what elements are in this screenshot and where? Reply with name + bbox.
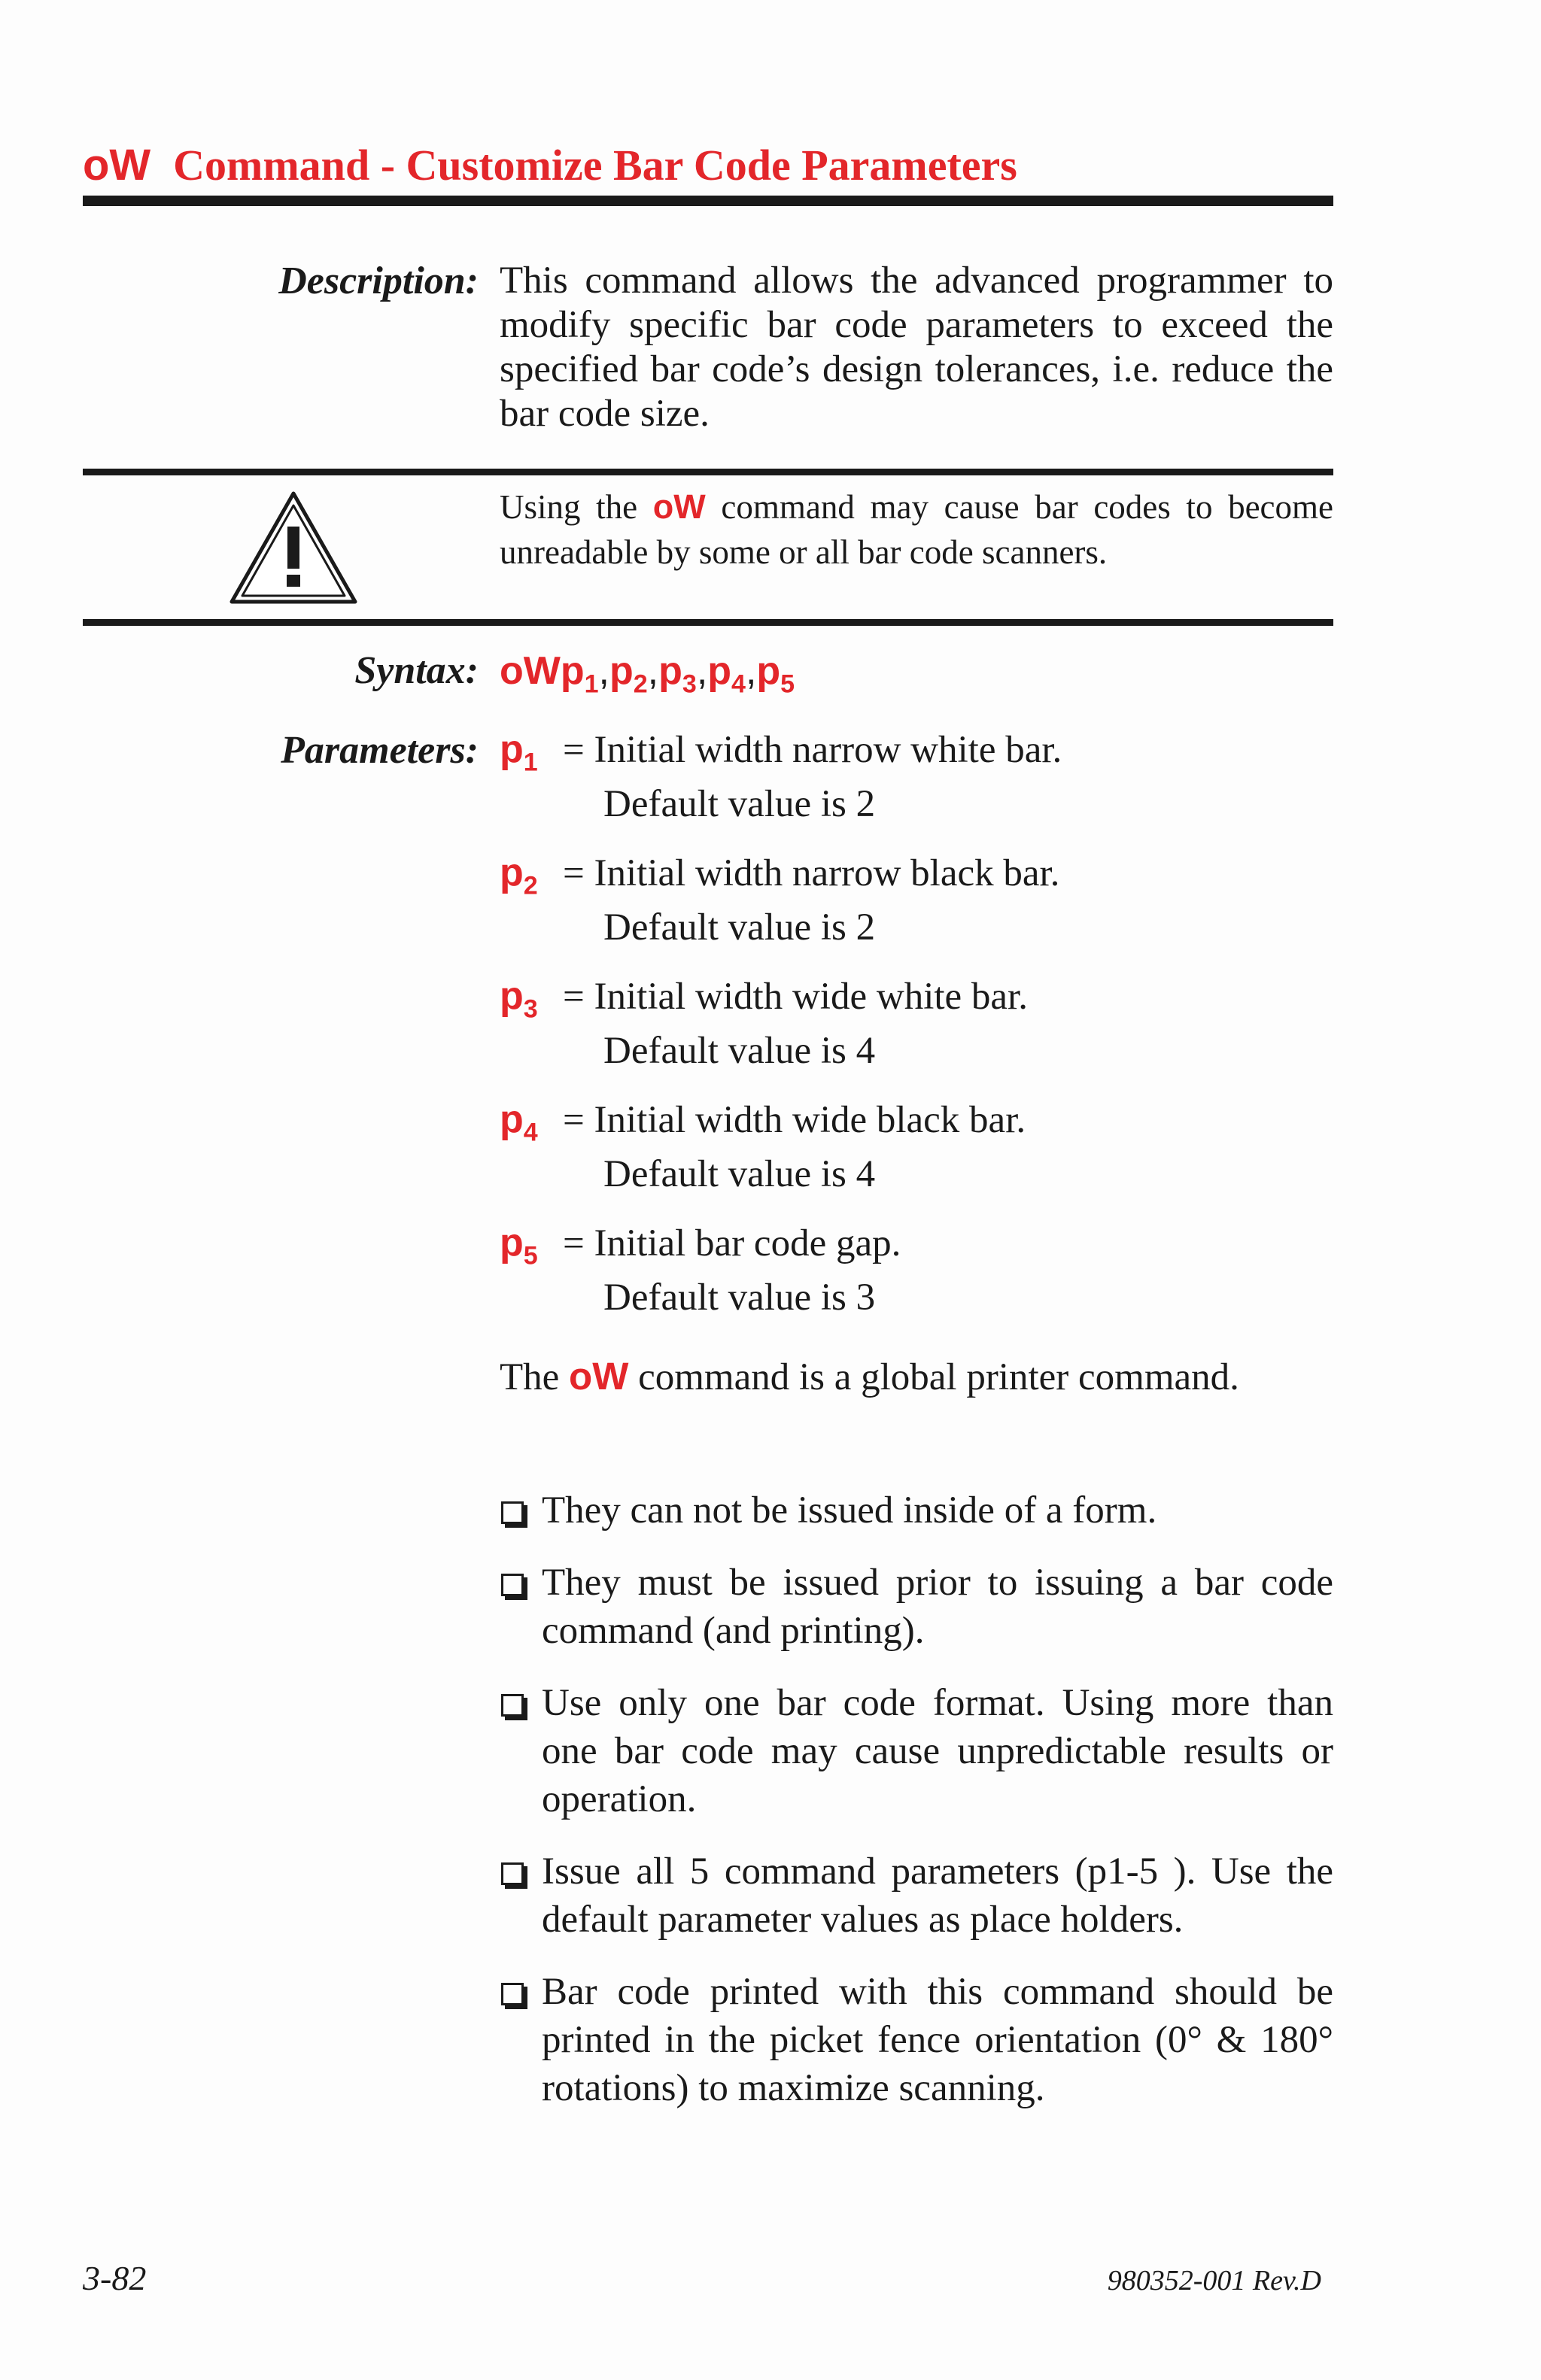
list-item: They can not be issued inside of a form. — [500, 1486, 1333, 1535]
page-number: 3-82 — [83, 2259, 147, 2297]
syntax-param-index: 4 — [731, 669, 746, 699]
syntax-param-index: 5 — [780, 669, 795, 699]
parameter-name: $p_3$ — [500, 974, 538, 1024]
warning-command: oW — [652, 487, 706, 526]
checkbox-bullet-icon — [501, 1983, 524, 2005]
description-text: This command allows the advanced programmer to modify specific bar code parameters to exceed the specified bar code’s design tolerances, i.e. reduce the bar code size. — [500, 260, 1333, 435]
checkbox-bullet-icon — [501, 1574, 524, 1596]
warning-triangle-icon — [226, 487, 361, 612]
parameter-description: = Initial width wide black bar. — [563, 1099, 1026, 1141]
parameter-item — [500, 1098, 1333, 1195]
parameter-description: = Initial bar code gap. — [563, 1222, 901, 1264]
warning-top-rule — [83, 469, 1333, 475]
list-item: Issue all 5 command parameters (p1-5 ). Use the default parameter values as place holders. — [500, 1847, 1333, 1944]
warning-text-after: command may cause bar codes to become unreadable by some or all bar code scanners. — [500, 488, 1334, 571]
note-command: oW — [569, 1355, 629, 1398]
warning-text — [500, 484, 1333, 575]
parameter-item — [500, 1222, 1333, 1319]
list-item: Use only one bar code format. Using more than one bar code may cause unpredictable results or operation. — [500, 1679, 1333, 1823]
title-command: oW — [83, 141, 151, 190]
checkbox-bullet-icon — [501, 1862, 524, 1885]
syntax-param: p — [707, 649, 732, 693]
warning-bottom-rule — [83, 619, 1333, 626]
document-id: 980352-001 Rev.D — [1107, 2265, 1321, 2297]
syntax-command: oW — [500, 649, 561, 693]
syntax-param: p — [609, 649, 634, 693]
description-label: Description: — [278, 260, 479, 302]
parameter-name: $p_5$ — [500, 1221, 538, 1270]
syntax-label: Syntax: — [354, 649, 479, 692]
usage-rules-list — [500, 1486, 1333, 2112]
parameter-description: = Initial width wide white bar. — [563, 976, 1028, 1018]
checkbox-bullet-icon — [501, 1694, 524, 1717]
syntax-param: p — [560, 649, 585, 693]
syntax-separator: , — [745, 649, 757, 693]
parameter-name: $p_4$ — [500, 1097, 538, 1147]
note-text-after: command is a global printer command. — [638, 1356, 1239, 1398]
global-command-note — [500, 1354, 1333, 1400]
title-rule — [83, 196, 1333, 206]
syntax-param-index: 1 — [584, 669, 599, 699]
syntax-param: p — [658, 649, 682, 693]
parameter-default: Default value is 3 — [603, 1277, 876, 1319]
parameter-item — [500, 975, 1333, 1072]
note-text-before: The — [500, 1356, 560, 1398]
parameter-default: Default value is 4 — [603, 1153, 876, 1196]
syntax-separator: , — [647, 649, 659, 693]
syntax-value — [500, 648, 795, 699]
page-title — [83, 140, 1017, 190]
parameter-item — [500, 852, 1333, 949]
syntax-separator: , — [598, 649, 609, 693]
list-item: Bar code printed with this command should be printed in the picket fence orientation (0° & 180° rotations) to maximize scanning. — [500, 1968, 1333, 2112]
list-item: They must be issued prior to issuing a bar code command (and printing). — [500, 1559, 1333, 1655]
title-text: Command - Customize Bar Code Parameters — [173, 141, 1017, 190]
parameters-label: Parameters: — [281, 729, 479, 772]
syntax-param: p — [756, 649, 781, 693]
parameter-name: $p_2$ — [500, 851, 538, 900]
syntax-param-index: 2 — [633, 669, 648, 699]
checkbox-bullet-icon — [501, 1501, 524, 1524]
parameter-item — [500, 728, 1333, 825]
parameter-default: Default value is 2 — [603, 783, 876, 826]
parameter-description: = Initial width narrow white bar. — [563, 729, 1062, 771]
syntax-separator: , — [696, 649, 708, 693]
parameter-default: Default value is 4 — [603, 1030, 876, 1073]
warning-text-before: Using the — [500, 488, 638, 526]
syntax-param-index: 3 — [682, 669, 697, 699]
parameter-description: = Initial width narrow black bar. — [563, 852, 1060, 894]
parameter-name: $p_1$ — [500, 727, 538, 777]
parameter-default: Default value is 2 — [603, 906, 876, 949]
